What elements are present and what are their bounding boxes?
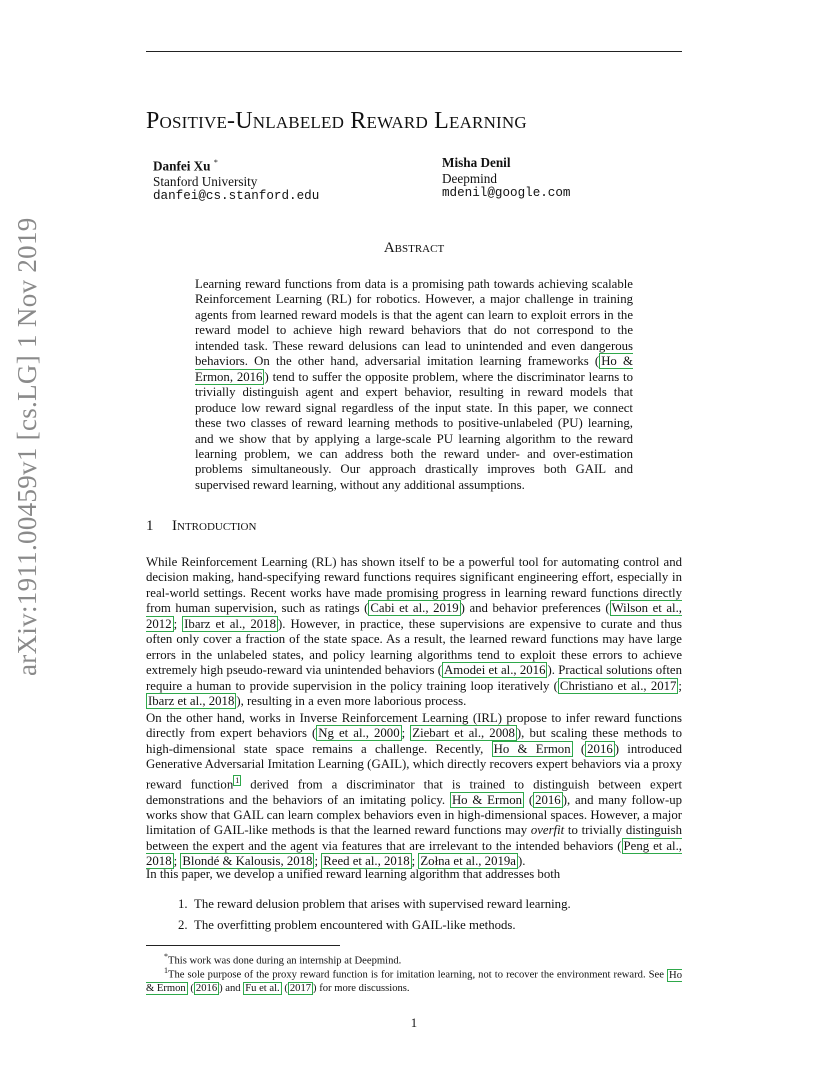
citation-link[interactable]: Cabi et al., 2019 xyxy=(370,601,459,616)
citation-link[interactable]: Fu et al. xyxy=(245,982,280,994)
list-text: The reward delusion problem that arises with supervised reward learning. xyxy=(194,897,571,911)
author-footnote-mark: * xyxy=(213,158,218,167)
footnote-text: ) and xyxy=(219,982,244,994)
footnote-mark: * xyxy=(164,952,168,961)
citation-link[interactable]: Peng et al., 2018 xyxy=(146,838,682,869)
citation-link[interactable]: Reed et al., 2018 xyxy=(323,854,410,869)
text-run: ( xyxy=(572,741,586,756)
text-run: ) and behavior preferences ( xyxy=(460,601,610,616)
citation-link[interactable]: Ho & Ermon xyxy=(493,741,571,756)
section-title: Introduction xyxy=(172,518,257,534)
footnote-text: This work was done during an internship at Deepmind. xyxy=(168,955,402,967)
text-run: ), and many follow-up works show that GAIL can learn complex behaviors even in high-dimensional spaces. However, a major limitation of GAIL-like methods is that the learned reward functions may xyxy=(146,792,683,838)
abstract-text-part: Learning reward functions from data is a promising path towards achieving scalable Reinforcement Learning (RL) for robotics. However, a major challenge in training agents from learned reward models is that the agent can learn to exploit errors in the reward model to achieve high reward behaviors that do not correspond to the intended task. These reward delusions can lead to unintended and even dangerous behaviors. On the other hand, adversarial imitation learning frameworks ( xyxy=(195,277,633,369)
abstract-text-part: ) tend to suffer the opposite problem, where the discriminator learns to trivially distinguish agent and expert behavior, resulting in reward models that produce low reward signal regardless of the input state. In this paper, we connect these two classes of reward learning methods to positive-unlabeled (PU) learning, and we show that by applying a large-scale PU learning algorithm to the reward learning problem, we can address both the reward under- and over-estimation problems simultaneously. Our approach drastically improves both GAIL and supervised reward learning, without any additional assumptions. xyxy=(195,369,634,492)
footnote-2 xyxy=(146,964,682,995)
text-run: ). xyxy=(517,854,526,869)
footnote-rule xyxy=(146,945,340,946)
footnote-text: ( xyxy=(281,982,288,994)
text-run: ; xyxy=(314,854,322,869)
citation-link[interactable]: 2016 xyxy=(535,792,561,807)
citation-link[interactable]: Ho & Ermon xyxy=(451,792,523,807)
author-name: Danfei Xu xyxy=(153,158,211,174)
author-email[interactable]: danfei@cs.stanford.edu xyxy=(153,189,320,204)
text-run: ; xyxy=(401,726,411,741)
text-run: ; xyxy=(411,854,419,869)
list-number: 2. xyxy=(178,918,188,932)
citation-link[interactable]: Ng et al., 2000 xyxy=(318,726,400,741)
author-block-2 xyxy=(442,155,570,202)
text-run: ). Practical solutions often require a human to provide supervision in the policy training loop iteratively ( xyxy=(146,663,682,693)
text-run: While Reinforcement Learning (RL) has shown itself to be a powerful tool for automating control and decision making, hand-specifying reward functions requires significant engineering effort, especially in real-world settings. Recent works have made promising progress in learning reward functions directly from human supervision, such as ratings ( xyxy=(146,555,682,616)
citation-link[interactable]: Blondé & Kalousis, 2018 xyxy=(182,854,313,869)
author-block-1 xyxy=(153,155,319,205)
footnote-text: ( xyxy=(187,982,194,994)
abstract-heading: Abstract xyxy=(383,240,445,256)
citation-link[interactable]: Ho & Ermon, 2016 xyxy=(195,354,633,384)
text-run: ; xyxy=(173,616,183,631)
citation-link[interactable]: Zołna et al., 2019a xyxy=(420,854,516,869)
citation-link[interactable]: Christiano et al., 2017 xyxy=(559,678,677,693)
text-run: ) introduced Generative Adversarial Imitation Learning (GAIL), which directly recovers expert behaviors via a proxy reward function xyxy=(146,741,683,792)
author-email[interactable]: mdenil@google.com xyxy=(442,186,571,200)
top-rule xyxy=(146,51,682,52)
text-run: ). However, in practice, these supervisions are expensive to curate and thus often only cover a fraction of the state space. As a result, the learned reward functions may have large errors in the unlabeled states, and policy learning algorithms tend to exploit these errors to achieve extremely high pseudo-reward via unintended behaviors ( xyxy=(146,616,682,678)
citation-link[interactable]: Ziebart et al., 2008 xyxy=(412,726,515,741)
text-run: to trivially distinguish between the expert and the agent via features that are irrelevant to the intended behaviors ( xyxy=(146,823,682,853)
citation-link[interactable]: 2016 xyxy=(195,982,218,994)
section-number: 1 xyxy=(146,518,154,534)
list-text: The overfitting problem encountered with GAIL-like methods. xyxy=(194,918,516,932)
arxiv-stamp: arXiv:1911.00459v1 [cs.LG] 1 Nov 2019 xyxy=(12,217,42,676)
text-run: ), but scaling these methods to high-dimensional state space remains a challenge. Recently, xyxy=(146,726,682,756)
paragraph-3: In this paper, we develop a unified reward learning algorithm that addresses both xyxy=(146,867,561,881)
footnote-mark: 1 xyxy=(164,966,168,975)
paper-title: Positive-Unlabeled Reward Learning xyxy=(146,108,527,134)
author-affiliation: Stanford University xyxy=(153,173,258,189)
emphasis-text: overfit xyxy=(530,823,565,838)
list-number: 1. xyxy=(178,897,188,911)
text-run: derived from a discriminator that is trained to distinguish between expert demonstrations and the behaviors of an imitating policy. xyxy=(146,777,682,807)
citation-link[interactable]: Ibarz et al., 2018 xyxy=(184,616,276,631)
text-run: ; xyxy=(678,678,682,693)
citation-link[interactable]: Ibarz et al., 2018 xyxy=(148,694,235,709)
paragraph-2 xyxy=(146,711,682,870)
paragraph-1 xyxy=(146,555,682,710)
abstract-text xyxy=(195,277,633,493)
citation-link[interactable]: Amodei et al., 2016 xyxy=(444,663,546,678)
section-heading xyxy=(146,518,256,535)
citation-link[interactable]: 2016 xyxy=(587,741,613,756)
footnote-text: ) for more discussions. xyxy=(313,982,410,994)
citation-link[interactable]: Wilson et al., 2012 xyxy=(146,601,683,631)
author-name: Misha Denil xyxy=(442,155,511,170)
list-item xyxy=(178,918,714,933)
text-run: ( xyxy=(524,792,534,807)
text-run: ), resulting in a even more laborious process. xyxy=(236,694,467,709)
page-number: 1 xyxy=(410,1016,418,1030)
list-item xyxy=(178,897,714,912)
author-affiliation: Deepmind xyxy=(442,170,497,186)
text-run: ; xyxy=(173,854,181,869)
footnote-link[interactable]: 1 xyxy=(235,775,240,785)
text-run: On the other hand, works in Inverse Reinforcement Learning (IRL) propose to infer reward functions directly from expert behaviors ( xyxy=(146,711,682,741)
citation-link[interactable]: 2017 xyxy=(289,982,312,994)
footnote-text: The sole purpose of the proxy reward function is for imitation learning, not to recover the environment reward. See xyxy=(168,969,668,981)
citation-link[interactable]: Ho & Ermon xyxy=(146,969,682,994)
